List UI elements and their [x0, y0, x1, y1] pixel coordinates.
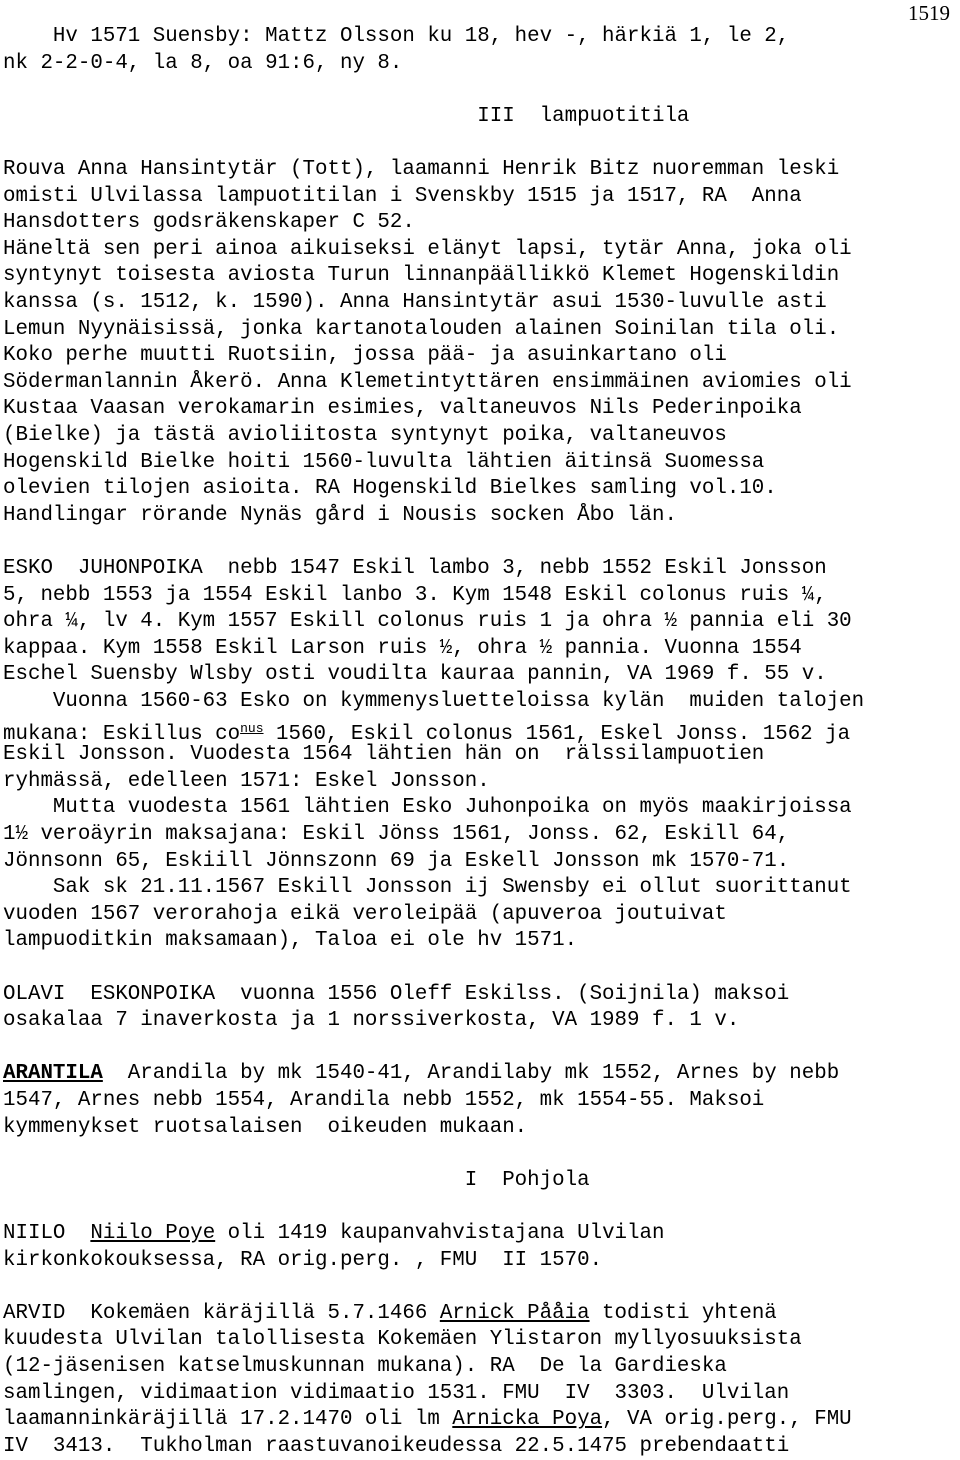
text-line — [3, 583, 827, 610]
text-line — [3, 902, 727, 929]
text-line — [3, 742, 764, 769]
text-segment: kappaa. Kym 1558 Eskil Larson ruis ½, ohra ½ pannia. Vuonna 1554 — [3, 636, 802, 660]
text-line — [3, 822, 789, 849]
text-line — [3, 290, 827, 317]
text-line — [3, 689, 864, 716]
text-line — [3, 556, 827, 583]
text-segment: III lampuotitila — [3, 104, 690, 128]
text-segment: Rouva Anna Hansintytär (Tott), laamanni Henrik Bitz nuoremman leski — [3, 158, 840, 181]
text-line — [3, 928, 577, 955]
text-line — [3, 184, 802, 211]
text-segment: (Bielke) ja tästä avioliitosta syntynyt poika, valtaneuvos — [3, 424, 727, 447]
text-line — [3, 1327, 802, 1354]
text-segment: 1½ veroäyrin maksajana: Eskil Jönss 1561, Jonss. 62, Eskill 64, — [3, 823, 790, 846]
text-line — [3, 1354, 727, 1381]
text-line — [3, 237, 852, 264]
text-line — [3, 476, 777, 503]
text-segment: nk 2-2-0-4, la 8, oa 91:6, ny 8. — [3, 51, 403, 75]
text-line — [3, 1434, 789, 1460]
text-line — [3, 1088, 764, 1115]
text-segment: Mutta vuodesta 1561 lähtien Esko Juhonpoika on myös maakirjoissa — [3, 796, 852, 820]
text-line — [3, 875, 852, 902]
text-line — [3, 343, 727, 370]
text-segment: Handlingar rörande Nynäs gård i Nousis socken Åbo län. — [3, 503, 677, 527]
text-segment: syntynyt toisesta aviosta Turun linnanpäällikkö Klemet Hogenskildin — [3, 264, 840, 288]
text-segment: ESKO JUHONPOIKA nebb 1547 Eskil lambo 3, nebb 1552 Eskil Jonsson — [3, 557, 827, 580]
text-segment: vuoden 1567 verorahoja eikä veroleipää (apuveroa joutuivat — [3, 902, 727, 926]
text-segment: Eschel Suensby Wlsby osti voudilta kauraa pannin, VA 1969 f. 55 v. — [3, 663, 827, 687]
text-line — [3, 51, 402, 78]
text-segment: OLAVI ESKONPOIKA vuonna 1556 Oleff Eskilss. (Soijnila) maksoi — [3, 982, 790, 1006]
text-line — [3, 423, 727, 450]
text-line — [3, 1008, 739, 1035]
text-line — [3, 1061, 839, 1088]
text-segment: ohra ¼, lv 4. Kym 1557 Eskill colonus ruis 1 ja ohra ½ pannia eli 30 — [3, 610, 852, 634]
text-line — [3, 795, 852, 822]
text-line — [3, 849, 789, 876]
text-segment: Lemun Nyynäisissä, jonka kartanotalouden alainen Soinilan tila oli. — [3, 317, 840, 341]
text-segment: Jönnsonn 65, Eskiill Jönnszonn 69 ja Eskell Jonsson mk 1570-71. — [3, 849, 790, 873]
text-segment: kymmenykset ruotsalaisen oikeuden mukaan. — [3, 1115, 528, 1139]
text-segment: todisti yhtenä — [589, 1301, 777, 1325]
text-segment: Arandila by mk 1540-41, Arandilaby mk 1552, Arnes by nebb — [102, 1062, 840, 1086]
text-segment: kuudesta Ulvilan talollisesta Kokemäen Ylistaron myllyosuuksista — [3, 1328, 802, 1352]
text-segment: olevien tilojen asioita. RA Hogenskild Bielkes samling vol.10. — [3, 477, 777, 501]
text-line — [3, 24, 789, 51]
text-segment: 5, nebb 1553 ja 1554 Eskil lanbo 3. Kym 1548 Eskil colonus ruis ¼, — [3, 583, 827, 607]
text-line — [3, 104, 689, 131]
text-segment: 1560, Eskil colonus 1561, Eskel Jonss. 1562 ja — [263, 722, 851, 746]
text-line — [3, 1168, 590, 1195]
text-segment: (12-jäsenisen katselmuskunnan mukana). RA De la Gardieska — [3, 1355, 727, 1378]
text-segment: lampuoditkin maksamaan), Taloa ei ole hv 1571. — [3, 929, 578, 953]
text-segment: Häneltä sen peri ainoa aikuiseksi elänyt lapsi, tytär Anna, joka oli — [3, 237, 852, 261]
text-segment: Kustaa Vaasan verokamarin esimies, valtaneuvos Nils Pederinpoika — [3, 397, 802, 421]
text-segment: IV 3413. Tukholman raastuvanoikeudessa 22.5.1475 prebendaatti — [3, 1434, 790, 1458]
text-line — [3, 450, 764, 477]
text-segment: Eskil Jonsson. Vuodesta 1564 lähtien hän on rälssilampuotien — [3, 743, 765, 767]
text-segment: laamanninkäräjillä 17.2.1470 oli lm — [3, 1408, 453, 1432]
text-segment: osakalaa 7 inaverkosta ja 1 norssiverkosta, VA 1989 f. 1 v. — [3, 1009, 740, 1033]
text-line — [3, 317, 839, 344]
text-line — [3, 1221, 664, 1248]
text-segment-u: Niilo Poye — [90, 1222, 216, 1245]
text-segment: omisti Ulvilassa lampuotitilan i Svenskby 1515 ja 1517, RA Anna — [3, 184, 802, 208]
text-segment-u: Arnicka Poya — [452, 1408, 603, 1432]
text-segment: , VA orig.perg., FMU — [602, 1408, 852, 1432]
text-segment: 1547, Arnes nebb 1554, Arandila nebb 1552, mk 1554-55. Maksoi — [3, 1089, 765, 1112]
text-line — [3, 662, 827, 689]
text-line — [3, 210, 415, 237]
text-segment: Sak sk 21.11.1567 Eskill Jonsson ij Swensby ei ollut suorittanut — [3, 876, 852, 900]
text-line — [3, 1381, 789, 1408]
text-segment: mukana: Eskillus co — [3, 722, 241, 746]
text-line — [3, 1407, 852, 1434]
text-segment: Hogenskild Bielke hoiti 1560-luvulta lähtien äitinsä Suomessa — [3, 450, 765, 474]
text-line — [3, 503, 677, 530]
text-segment-b-u: ARANTILA — [3, 1062, 103, 1086]
text-segment: Hansdotters godsräkenskaper C 52. — [3, 211, 415, 235]
text-segment: ryhmässä, edelleen 1571: Eskel Jonsson. — [3, 769, 490, 793]
text-segment: kirkonkokouksessa, RA orig.perg. , FMU II 1570. — [3, 1248, 603, 1272]
text-line — [3, 263, 839, 290]
text-line — [3, 609, 852, 636]
text-segment-sup: nus — [240, 720, 264, 736]
text-segment: Koko perhe muutti Ruotsiin, jossa pää- ja asuinkartano oli — [3, 344, 727, 368]
text-segment: Vuonna 1560-63 Esko on kymmenysluetteloissa kylän muiden talojen — [3, 690, 865, 713]
text-line — [3, 1301, 777, 1328]
text-segment: I Pohjola — [3, 1168, 590, 1192]
text-line — [3, 982, 789, 1009]
text-line — [3, 1115, 527, 1142]
text-line — [3, 1248, 602, 1275]
text-segment: kanssa (s. 1512, k. 1590). Anna Hansintytär asui 1530-luvulle asti — [3, 291, 827, 314]
text-segment: ARVID Kokemäen käräjillä 5.7.1466 — [3, 1301, 440, 1325]
text-line — [3, 769, 490, 796]
text-segment: NIILO — [3, 1222, 91, 1245]
text-line — [3, 370, 852, 397]
text-segment: Hv 1571 Suensby: Mattz Olsson ku 18, hev -, härkiä 1, le 2, — [3, 25, 790, 48]
text-line — [3, 396, 802, 423]
text-segment-u: Arnick Pååia — [439, 1301, 590, 1325]
text-line — [3, 157, 839, 184]
text-segment: oli 1419 kaupanvahvistajana Ulvilan — [215, 1222, 665, 1245]
text-segment: Södermanlannin Åkerö. Anna Klemetintyttären ensimmäinen aviomies oli — [3, 370, 852, 394]
page-number: 1519 — [908, 1, 950, 25]
text-segment: samlingen, vidimaation vidimaatio 1531. FMU IV 3303. Ulvilan — [3, 1381, 790, 1405]
text-line — [3, 716, 851, 746]
text-line — [3, 636, 802, 663]
